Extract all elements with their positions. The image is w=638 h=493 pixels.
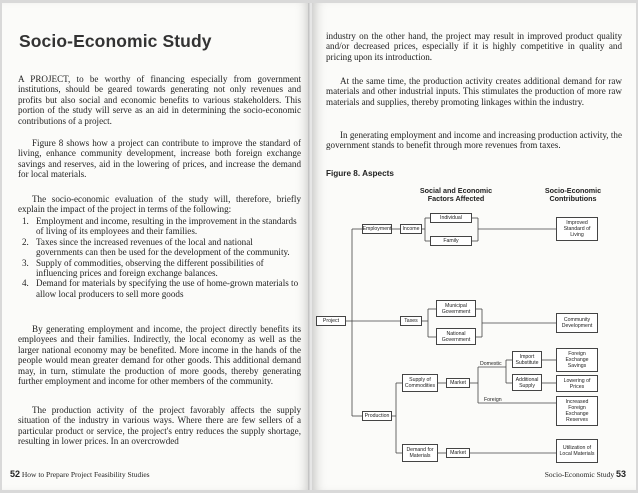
linkages-paragraph: At the same time, the production activity creates additional demand for raw materials and other industrial inputs. This stimulates the production of more raw materials and supplies, thereby promoting linkages within the industry. — [326, 76, 622, 107]
municipal-government-node: Municipal Government — [436, 300, 476, 317]
employment-node: Employment — [362, 226, 392, 232]
book-title: How to Prepare Project Feasibility Studies — [21, 470, 150, 479]
page-number: 53 — [615, 469, 626, 479]
right-footer — [545, 469, 626, 479]
list-item: 4. Demand for materials by specifying the use of home-grown materials to allow local producers to sell more goods — [22, 278, 299, 299]
domestic-label: Domestic — [480, 361, 502, 367]
figure-caption: Figure 8. Aspects — [326, 169, 394, 178]
foreign-label: Foreign — [484, 397, 502, 403]
production-node: Production — [362, 411, 392, 421]
utilization-of-local-materials-node: Utilization of Local Materials — [556, 439, 598, 463]
increased-foreign-exchange-reserves-node: Increased Foreign Exchange Reserves — [556, 396, 598, 426]
import-substitute-node: Import Substitute — [512, 351, 542, 368]
family-node: Family — [430, 236, 472, 246]
production-paragraph: The production activity of the project favorably affects the supply situation of the industry in various ways. Where there are few sellers of a particular product or service, the project's entry reduces the supply shortage, resulting in lower prices. In an overcrowded — [18, 405, 301, 447]
page-number: 52 — [10, 469, 21, 479]
list-item: 3. Supply of commodities, observing the different possibilities of influencing prices and foreign exchange balances. — [22, 257, 264, 279]
section-title: Socio-Economic Study — [544, 470, 615, 479]
left-page — [2, 3, 310, 490]
supply-of-commodities-node: Supply of Commodities — [402, 374, 438, 392]
taxes-paragraph: In generating employment and income and increasing production activity, the government stands to benefit through more revenues from taxes. — [326, 130, 622, 151]
demand-for-materials-node: Demand for Materials — [402, 444, 438, 462]
community-development-node: Community Development — [556, 313, 598, 333]
taxes-node: Taxes — [400, 316, 422, 326]
factors-column-heading: Social and Economic Factors Affected — [419, 186, 493, 204]
individual-node: Individual — [430, 213, 472, 223]
income-node: Income — [400, 224, 422, 234]
figure-reference-paragraph: Figure 8 shows how a project can contribute to improve the standard of living, enhance community development, increase both foreign exchange savings and reserves, aid in the lowering of prices, and increase the demand for local materials. — [18, 138, 301, 180]
additional-supply-node: Additional Supply — [512, 374, 542, 391]
contributions-column-heading: Socio-Economic Contributions — [544, 186, 602, 204]
national-government-node: National Government — [436, 328, 476, 345]
improved-standard-of-living-node: Improved Standard of Living — [556, 217, 598, 241]
intro-paragraph: A PROJECT, to be worthy of financing especially from government institutions, should be geared towards generating not only revenues and profits but also social and economic benefits to various stakeholders. This portion of the study will serve as an aid in determining the socio-economic contributions of a project. — [18, 74, 301, 126]
market-node: Market — [446, 378, 470, 388]
right-page — [312, 3, 636, 490]
lowering-of-prices-node: Lowering of Prices — [556, 375, 598, 392]
foreign-exchange-savings-node: Foreign Exchange Savings — [556, 348, 598, 372]
impact-list — [18, 216, 301, 299]
page-title: Socio-Economic Study — [19, 31, 212, 51]
list-item: 2. Taxes since the increased revenues of the local and national governments can then be used for the development of the community. — [22, 236, 290, 258]
left-footer — [10, 469, 150, 479]
continuation-paragraph: industry on the other hand, the project may result in improved product quality and/or decreased prices, especially if it is highly competitive in quality and pricing upon its introduction. — [326, 31, 622, 62]
list-item: 1. Employment and income, resulting in the improvement in the standards of living of its employees and their families. — [22, 216, 297, 237]
employment-paragraph: By generating employment and income, the project directly benefits its employees and their families. Indirectly, the local economy as well as the larger national economy may be benefited. More income in the hands of the people would mean greater demand for other goods. This additional demand may, in turn, stimulate the production of more goods, thereby generating further employment and income for other members of the community. — [18, 324, 301, 387]
evaluation-paragraph: The socio-economic evaluation of the study will, therefore, briefly explain the impact of the project in terms of the following: — [18, 194, 301, 215]
market-node: Market — [446, 448, 470, 458]
project-node: Project — [316, 316, 346, 326]
